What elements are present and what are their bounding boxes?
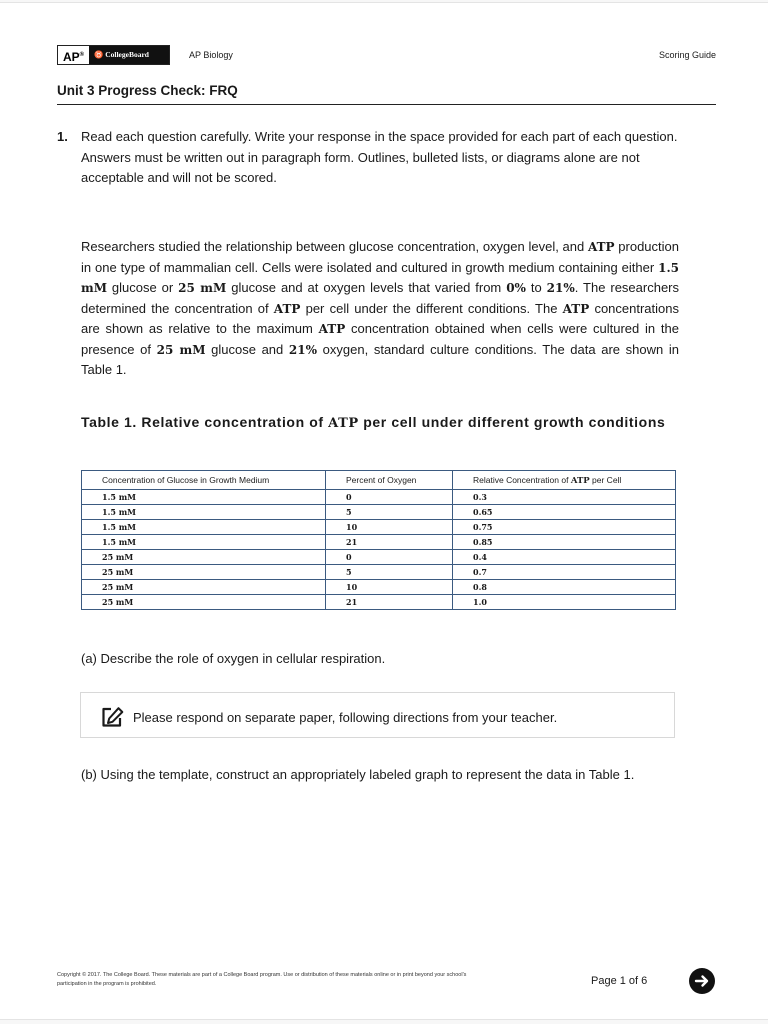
table-row: [82, 565, 676, 580]
cell-atp: 0.3: [453, 490, 676, 505]
table-title: Table 1. Relative concentration of ATP per cell under different growth conditions: [81, 414, 666, 431]
cell-glucose: 1.5 mM: [82, 490, 326, 505]
question-instructions: Read each question carefully. Write your response in the space provided for each part of each question. Answers must be written out in paragraph form. Outlines, bulleted lists, or diagrams alone are not acceptable and will not be scored.: [81, 129, 678, 185]
glucose-low-term: 1.5 mM: [81, 260, 679, 295]
cell-oxygen: 21: [326, 535, 453, 550]
table-row: [82, 505, 676, 520]
cell-glucose: 25 mM: [82, 550, 326, 565]
table-row: [82, 520, 676, 535]
table-row: [82, 580, 676, 595]
header-oxygen: Percent of Oxygen: [326, 471, 453, 490]
edit-icon: [101, 706, 125, 728]
cell-oxygen: 10: [326, 580, 453, 595]
arrow-right-icon: [694, 973, 710, 989]
page-title: Unit 3 Progress Check: FRQ: [57, 83, 716, 105]
cell-oxygen: 0: [326, 550, 453, 565]
cell-glucose: 1.5 mM: [82, 535, 326, 550]
oxygen-min-term: 0%: [506, 281, 526, 295]
cell-glucose: 25 mM: [82, 595, 326, 610]
scoring-guide-label: Scoring Guide: [658, 50, 716, 60]
glucose-high-term: 25 mM: [178, 281, 227, 295]
cell-glucose: 1.5 mM: [82, 520, 326, 535]
table-row: [82, 490, 676, 505]
copyright-notice: Copyright © 2017. The College Board. These materials are part of a College Board program. Use or distribution of these materials online or in print beyond your school's participation in the program is prohibited.: [57, 972, 467, 987]
table-header-row: [82, 471, 676, 490]
response-box: [80, 692, 675, 738]
cell-atp: 0.65: [453, 505, 676, 520]
cell-glucose: 25 mM: [82, 565, 326, 580]
atp-term: ATP: [587, 240, 615, 254]
next-page-button[interactable]: [689, 968, 715, 994]
cell-oxygen: 5: [326, 565, 453, 580]
response-instruction: Please respond on separate paper, following directions from your teacher.: [133, 710, 558, 725]
table-row: [82, 550, 676, 565]
page-header: [57, 45, 716, 65]
header-glucose: Concentration of Glucose in Growth Medium: [82, 471, 326, 490]
table-row: [82, 535, 676, 550]
question-stem: Researchers studied the relationship between glucose concentration, oxygen level, and ATP production in one type of mammalian cell. Cells were isolated and cultured in growth medium containing either 1.5 mM glucose or 25 mM glucose and at oxygen levels that varied from 0% to 21%. The researchers determined the concentration of ATP per cell under the different conditions. The ATP concentrations are shown as relative to the maximum ATP concentration obtained when cells were cultured in the presence of 25 mM glucose and 21% oxygen, standard culture conditions. The data are shown in Table 1.: [81, 239, 680, 377]
course-name: AP Biology: [189, 50, 233, 60]
cell-oxygen: 5: [326, 505, 453, 520]
part-a-prompt: (a) Describe the role of oxygen in cellular respiration.: [81, 651, 386, 666]
ap-collegeboard-logo: AP® ♉ CollegeBoard: [57, 45, 170, 65]
cell-atp: 0.7: [453, 565, 676, 580]
table-row: [82, 595, 676, 610]
cell-atp: 0.8: [453, 580, 676, 595]
page-indicator: Page 1 of 6: [591, 975, 648, 987]
cell-glucose: 1.5 mM: [82, 505, 326, 520]
cell-atp: 1.0: [453, 595, 676, 610]
cell-oxygen: 21: [326, 595, 453, 610]
logo-collegeboard-text: CollegeBoard: [105, 50, 149, 59]
data-table: [81, 470, 676, 610]
question-number: 1.: [57, 129, 68, 144]
cell-glucose: 25 mM: [82, 580, 326, 595]
logo-ap-text: AP: [62, 50, 80, 64]
part-b-prompt: (b) Using the template, construct an appropriately labeled graph to represent the data in Table 1.: [81, 767, 635, 782]
document-page: [0, 2, 768, 1020]
cell-atp: 0.75: [453, 520, 676, 535]
oxygen-max-term: 21%: [546, 281, 575, 295]
header-atp: Relative Concentration of ATP per Cell: [453, 471, 676, 490]
acorn-icon: ♉: [94, 50, 104, 59]
cell-atp: 0.85: [453, 535, 676, 550]
cell-atp: 0.4: [453, 550, 676, 565]
cell-oxygen: 10: [326, 520, 453, 535]
cell-oxygen: 0: [326, 490, 453, 505]
